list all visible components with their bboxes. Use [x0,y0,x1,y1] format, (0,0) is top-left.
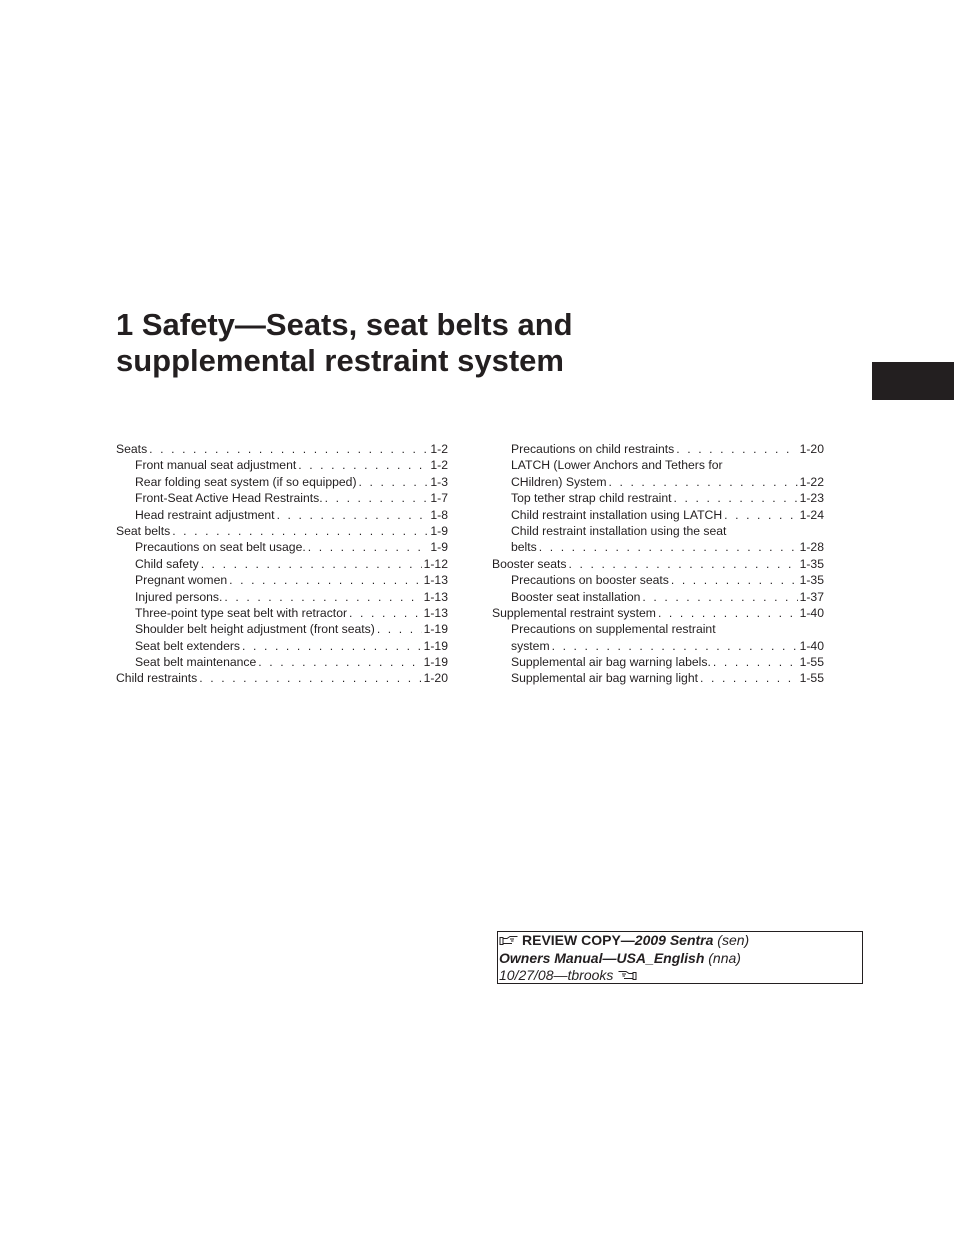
toc-leader-dots [229,572,421,588]
toc-leader-dots [671,572,798,588]
toc-entry-label: Shoulder belt height adjustment (front seats) [135,622,375,637]
review-line-2 [499,950,862,968]
review-line-3 [499,967,862,985]
toc-entry[interactable] [116,621,448,637]
toc-entry-page: 1-12 [423,556,448,571]
pointing-hand-left-icon [617,969,637,981]
toc-leader-dots [242,638,422,654]
toc-entry-page: 1-9 [430,540,448,555]
toc-entry-label: Precautions on booster seats [511,573,669,588]
toc-entry-label-line: Precautions on supplemental restraint [511,622,716,637]
toc-leader-dots [724,507,797,523]
toc-entry-page: 1-2 [430,458,448,473]
toc-leader-dots [700,670,798,686]
chapter-title-line-2: supplemental restraint system [116,343,564,378]
toc-entry-page: 1-13 [423,605,448,620]
toc-leader-dots [298,457,428,473]
toc-leader-dots [642,589,797,605]
toc-entry-label: Supplemental restraint system [492,605,656,620]
toc-entry[interactable] [492,474,824,490]
toc-entry-page: 1-20 [799,442,824,456]
toc-entry[interactable] [116,490,448,506]
toc-entry-label: system [511,638,550,653]
toc-entry-label: CHildren) System [511,474,607,489]
toc-entry[interactable] [116,589,448,605]
toc-entry-page: 1-8 [430,507,448,522]
toc-entry[interactable] [116,523,448,539]
toc-entry-label: Child restraints [116,671,198,686]
toc-leader-dots [674,490,798,506]
chapter-title-line-1: 1 Safety—Seats, seat belts and [116,307,573,342]
toc-entry-label: Front manual seat adjustment [135,458,297,473]
toc-entry[interactable] [492,539,824,555]
toc-entry-page: 1-7 [430,491,448,506]
review-copy-label: REVIEW COPY— [522,932,635,948]
toc-entry-page: 1-20 [423,671,448,686]
review-manual: Owners Manual—USA_English [499,949,705,966]
toc-leader-dots [308,539,429,555]
toc-entry-page: 1-37 [799,589,824,604]
toc-entry[interactable] [492,490,824,506]
toc-leader-dots [377,621,422,637]
review-model: 2009 Sentra [634,932,714,948]
toc-entry[interactable] [116,474,448,490]
toc-entry-label: Booster seat installation [511,589,641,604]
toc-entry[interactable] [492,441,824,457]
toc-entry-label: Injured persons. [135,589,223,604]
toc-entry[interactable] [116,539,448,555]
toc-leader-dots [359,474,429,490]
toc-entry-page: 1-23 [799,491,824,506]
review-date-author: 10/27/08—tbrooks [499,967,614,983]
toc-leader-dots [349,605,422,621]
toc-entry[interactable] [116,457,448,473]
toc-leader-dots [172,523,428,539]
toc-entry-page: 1-24 [799,507,824,522]
toc-entry-page: 1-40 [799,638,824,653]
toc-entry[interactable] [116,556,448,572]
toc-entry-label: Top tether strap child restraint [511,491,672,506]
toc-entry-page: 1-35 [799,556,824,571]
toc-entry-label: Supplemental air bag warning light [511,671,698,686]
toc-entry-page: 1-22 [799,474,824,489]
toc-right-column [492,441,824,687]
chapter-title [116,307,816,379]
chapter-tab-marker [872,362,954,400]
review-copy-box [497,931,863,984]
toc-leader-dots [539,539,798,555]
toc-entry-page: 1-13 [423,573,448,588]
toc-leader-dots [569,556,798,572]
toc-entry-label: Supplemental air bag warning labels. [511,655,711,670]
toc-entry-label: Front-Seat Active Head Restraints. [135,491,323,506]
toc-entry-label: Seats [116,442,148,456]
review-model-code: (sen) [717,932,750,948]
toc-entry-page: 1-19 [423,622,448,637]
toc-leader-dots [609,474,798,490]
toc-entry[interactable] [116,654,448,670]
toc-leader-dots [658,605,798,621]
toc-entry-label-line: LATCH (Lower Anchors and Tethers for [511,458,723,473]
toc-entry-page: 1-13 [423,589,448,604]
toc-entry-page: 1-19 [423,655,448,670]
toc-entry-page: 1-55 [799,655,824,670]
toc-entry-page: 1-3 [430,474,448,489]
toc-entry[interactable] [116,605,448,621]
toc-entry-label: Head restraint adjustment [135,507,275,522]
toc-entry-page: 1-55 [799,671,824,686]
toc-entry[interactable] [492,654,824,670]
toc-leader-dots [325,490,429,506]
toc-left-column [116,441,448,687]
toc-entry[interactable] [492,556,824,572]
toc-entry[interactable] [492,589,824,605]
toc-entry[interactable] [116,572,448,588]
toc-entry-label: belts [511,540,537,555]
toc-entry-label: Seat belt maintenance [135,655,257,670]
toc-entry[interactable] [492,670,824,686]
toc-leader-dots [201,556,422,572]
toc-leader-dots [149,441,428,457]
toc-leader-dots [224,589,421,605]
toc-entry[interactable] [492,638,824,654]
toc-leader-dots [277,507,429,523]
toc-entry[interactable] [116,507,448,523]
toc-leader-dots [199,670,421,686]
toc-entry[interactable] [492,572,824,588]
toc-entry-label: Seat belts [116,523,171,538]
toc-leader-dots [676,441,797,457]
toc-entry-label: Pregnant women [135,573,228,588]
toc-entry-label: Precautions on seat belt usage. [135,540,306,555]
pointing-hand-right-icon [499,934,519,946]
toc-entry-label: Rear folding seat system (if so equipped) [135,474,357,489]
toc-entry-label: Seat belt extenders [135,638,241,653]
toc-entry-label: Child restraint installation using LATCH [511,507,723,522]
toc-entry[interactable] [492,605,824,621]
toc-entry-page: 1-35 [799,573,824,588]
toc-entry-label: Child safety [135,556,199,571]
toc-leader-dots [258,654,421,670]
toc-entry-label-line: Child restraint installation using the seat [511,523,727,538]
review-manual-code: (nna) [708,949,741,966]
toc-entry-page: 1-19 [423,638,448,653]
toc-entry[interactable] [492,507,824,523]
toc-entry-label: Three-point type seat belt with retractor [135,605,348,620]
toc-entry-page: 1-40 [799,605,824,620]
toc-entry-label: Precautions on child restraints [511,442,675,456]
toc-entry-label: Booster seats [492,556,567,571]
toc-entry[interactable] [116,441,448,457]
review-line-1 [499,932,862,950]
toc-entry[interactable] [116,638,448,654]
toc-entry[interactable] [116,670,448,686]
toc-entry-page: 1-9 [430,523,448,538]
toc-entry-page: 1-28 [799,540,824,555]
toc-entry-page: 1-2 [430,442,448,456]
toc-leader-dots [713,654,798,670]
toc-leader-dots [552,638,798,654]
